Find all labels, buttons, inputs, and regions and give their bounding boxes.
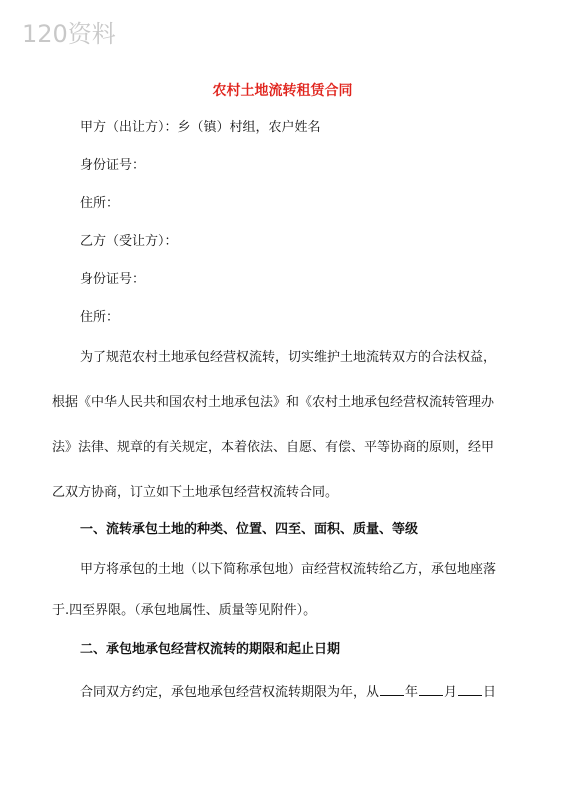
watermark: 120资料: [22, 20, 116, 48]
start-month-blank[interactable]: [419, 683, 443, 696]
party-a-address-label: 住所：: [80, 196, 120, 211]
year-label: 年: [405, 685, 419, 700]
party-a-heading: 甲方（出让方）：乡（镇）村组，农户姓名: [80, 120, 321, 135]
party-b-address-label: 住所：: [80, 310, 120, 325]
section-1-heading: 一、流转承包土地的种类、位置、四至、面积、质量、等级: [80, 522, 419, 537]
contract-title: 农村土地流转租赁合同: [212, 83, 353, 99]
intro-line-2: 根据《中华人民共和国农村土地承包法》和《农村土地承包经营权流转管理办: [52, 395, 495, 410]
party-a-id-label: 身份证号：: [80, 158, 146, 173]
party-b-id-label: 身份证号：: [80, 272, 146, 287]
intro-line-4: 乙双方协商，订立如下土地承包经营权流转合同。: [52, 485, 339, 500]
section-2-line-1: [80, 683, 496, 701]
section-2-heading: 二、承包地承包经营权流转的期限和起止日期: [80, 642, 341, 657]
section-1-line-2: 于.四至界限。（承包地属性、质量等见附件）。: [52, 603, 317, 618]
section-1-line-1: 甲方将承包的土地（以下简称承包地）亩经营权流转给乙方，承包地座落: [80, 562, 497, 577]
term-sentence-prefix: 合同双方约定，承包地承包经营权流转期限为年，从: [80, 685, 380, 700]
start-year-blank[interactable]: [380, 683, 404, 696]
intro-line-1: 为了规范农村土地承包经营权流转，切实维护土地流转双方的合法权益，: [80, 350, 497, 365]
party-b-heading: 乙方（受让方）：: [80, 234, 178, 249]
start-day-blank[interactable]: [458, 683, 482, 696]
day-label: 日: [483, 685, 497, 700]
intro-line-3: 法》法律、规章的有关规定，本着依法、自愿、有偿、平等协商的原则，经甲: [52, 440, 495, 455]
month-label: 月: [444, 685, 458, 700]
